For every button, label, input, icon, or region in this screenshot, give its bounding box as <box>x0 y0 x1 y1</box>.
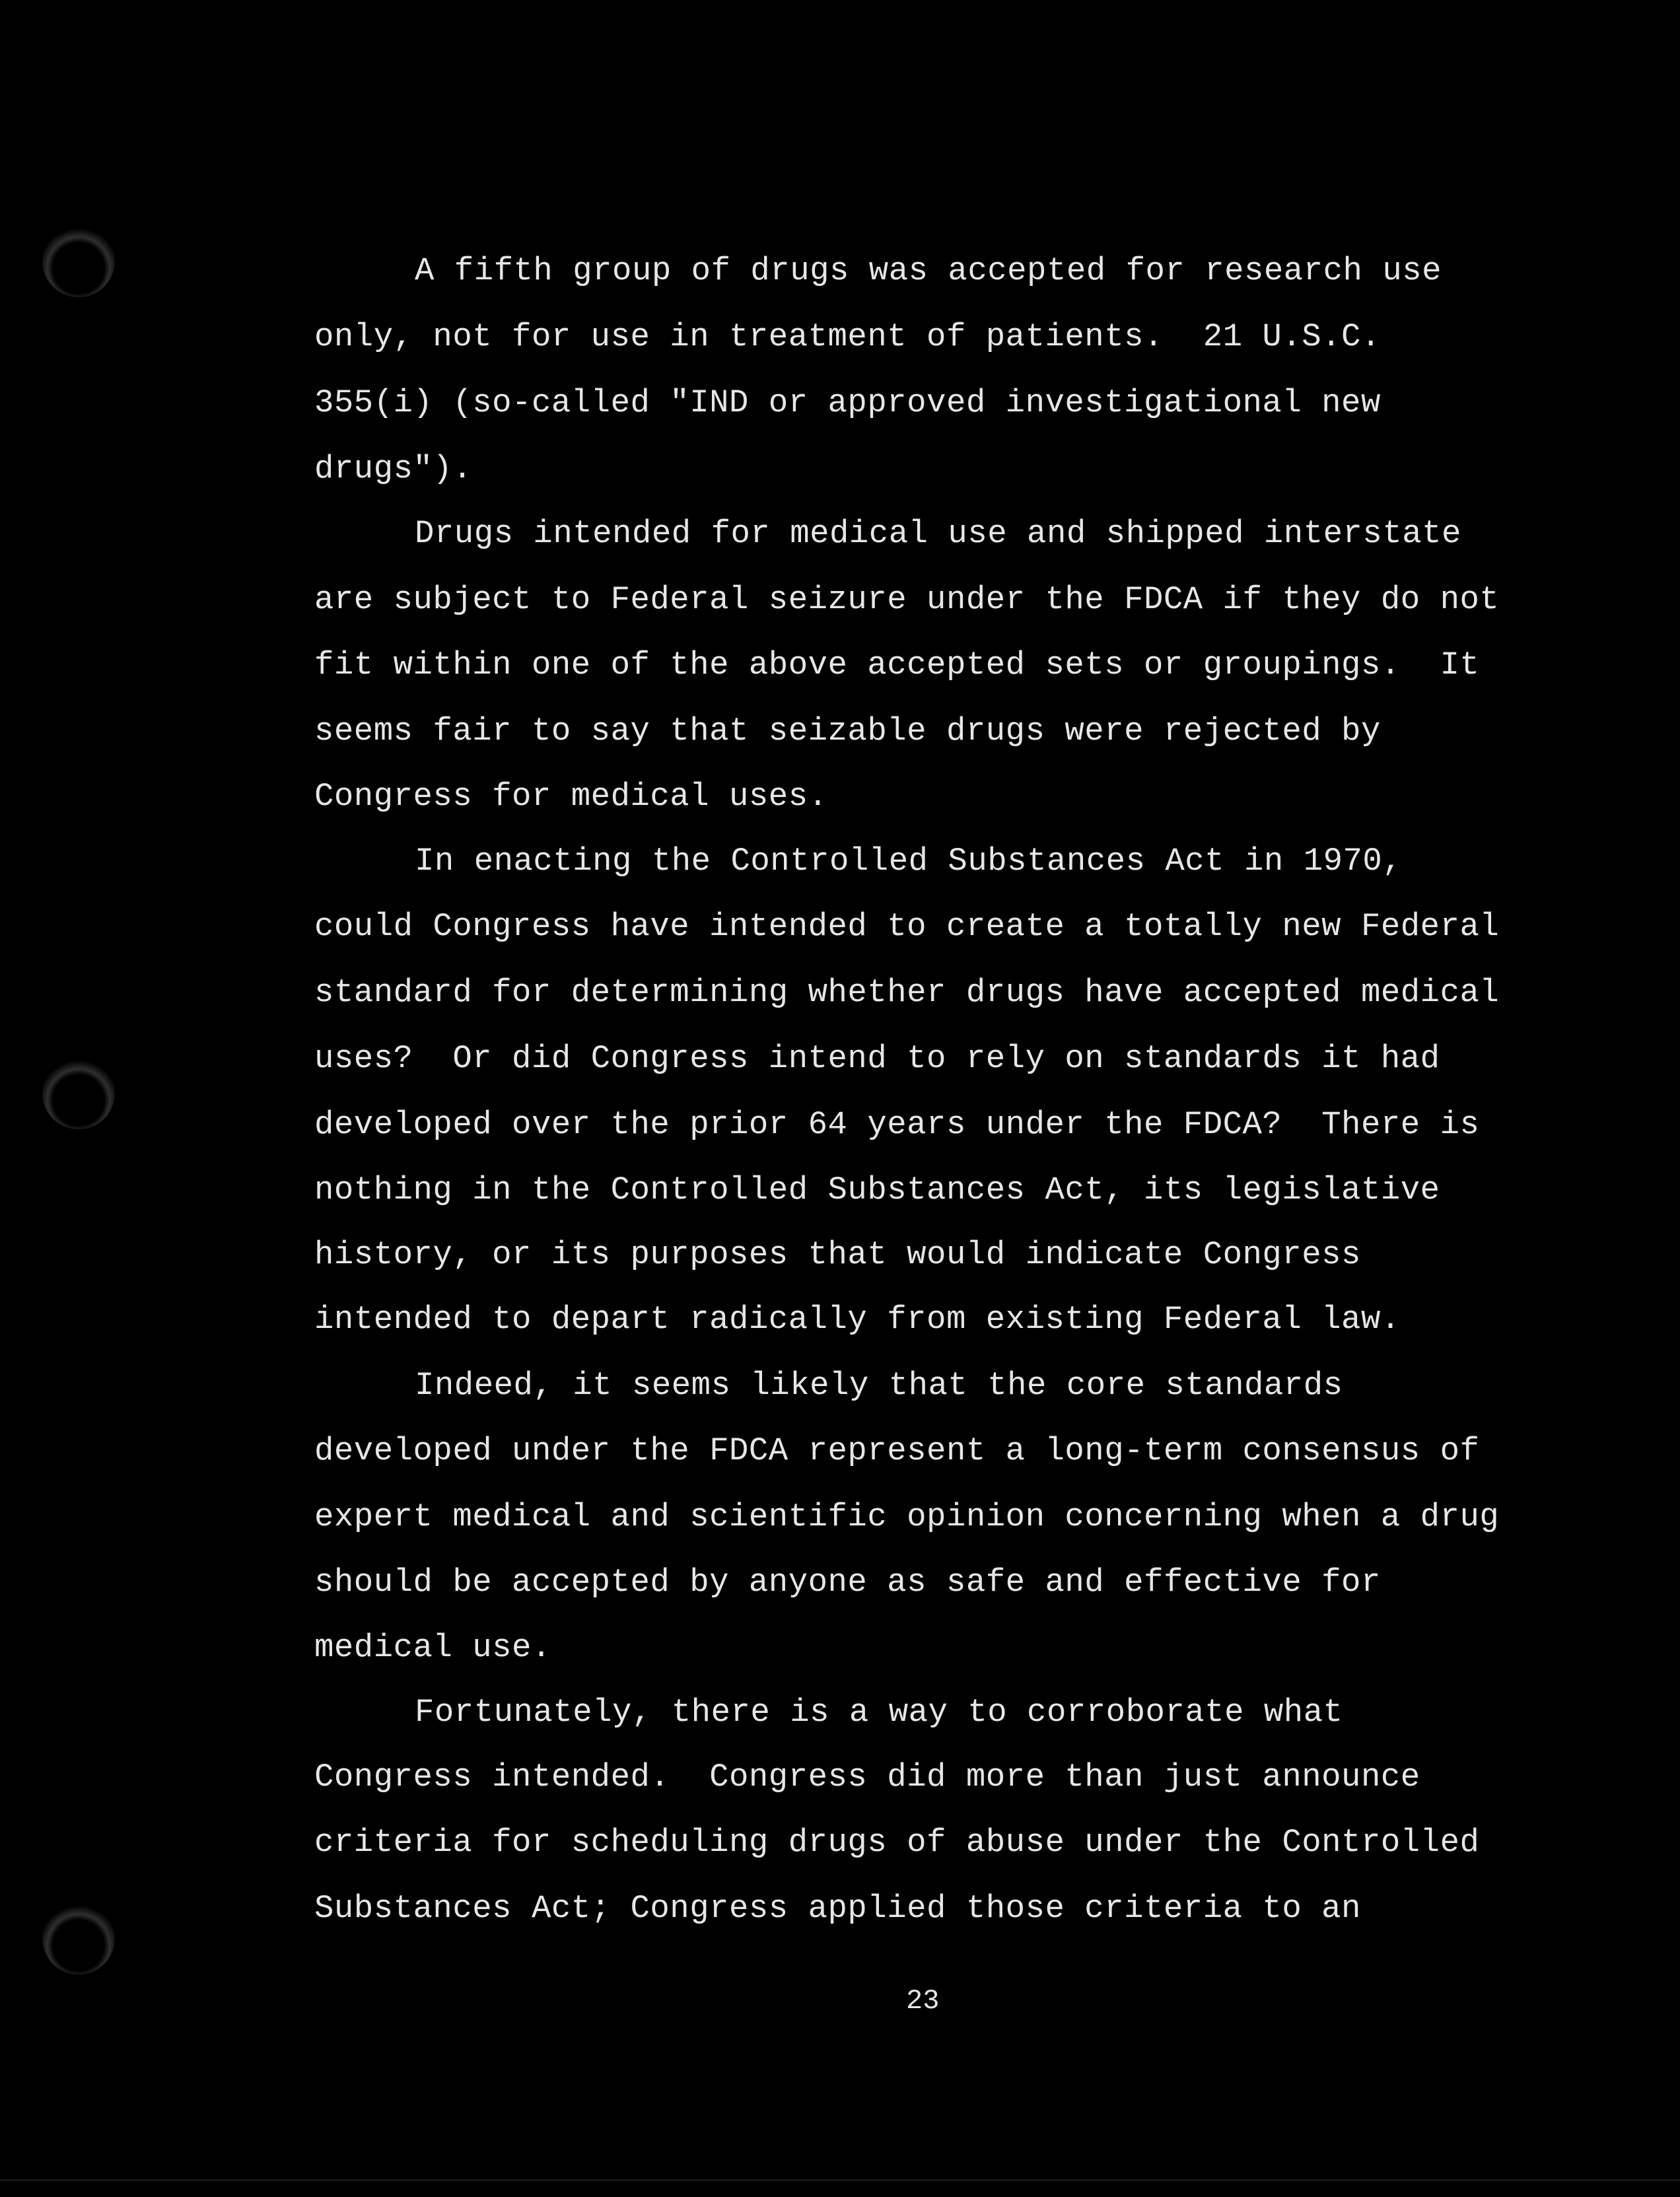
text-line: Drugs intended for medical use and shipped interstate <box>415 515 1461 552</box>
text-line: In enacting the Controlled Substances Act in 1970, <box>415 843 1403 880</box>
text-line: nothing in the Controlled Substances Act, its legislative <box>314 1171 1440 1208</box>
text-line: developed under the FDCA represent a long-term consensus of <box>314 1432 1480 1469</box>
text-line: medical use. <box>314 1629 551 1666</box>
text-line: are subject to Federal seizure under the FDCA if they do not <box>314 581 1500 618</box>
text-line: drugs"). <box>314 450 473 487</box>
page-number: 23 <box>906 1985 940 2017</box>
punch-hole-top <box>42 225 115 297</box>
text-line: Congress for medical uses. <box>314 778 828 815</box>
text-line: seems fair to say that seizable drugs were rejected by <box>314 713 1381 750</box>
text-line: Congress intended. Congress did more than just announce <box>314 1759 1420 1796</box>
text-line: only, not for use in treatment of patients. 21 U.S.C. <box>314 318 1381 355</box>
text-line: history, or its purposes that would indicate Congress <box>314 1236 1361 1273</box>
bottom-edge-mark <box>0 2179 1680 2181</box>
text-line: Substances Act; Congress applied those criteria to an <box>314 1890 1361 1927</box>
text-line: fit within one of the above accepted sets or groupings. It <box>314 646 1480 683</box>
text-line: Fortunately, there is a way to corroborate what <box>415 1694 1343 1731</box>
text-line: 355(i) (so-called "IND or approved investigational new <box>314 384 1381 421</box>
punch-hole-middle <box>42 1057 115 1129</box>
text-line: should be accepted by anyone as safe and effective for <box>314 1564 1381 1601</box>
text-line: criteria for scheduling drugs of abuse under the Controlled <box>314 1824 1480 1861</box>
text-line: expert medical and scientific opinion concerning when a drug <box>314 1498 1500 1535</box>
punch-hole-bottom <box>42 1902 115 1974</box>
text-line: intended to depart radically from existing Federal law. <box>314 1301 1401 1338</box>
text-line: Indeed, it seems likely that the core standards <box>415 1367 1343 1404</box>
text-line: could Congress have intended to create a totally new Federal <box>314 908 1500 945</box>
text-line: standard for determining whether drugs have accepted medical <box>314 974 1500 1011</box>
text-line: A fifth group of drugs was accepted for research use <box>415 252 1442 289</box>
text-line: uses? Or did Congress intend to rely on standards it had <box>314 1040 1440 1077</box>
text-line: developed over the prior 64 years under the FDCA? There is <box>314 1106 1480 1143</box>
